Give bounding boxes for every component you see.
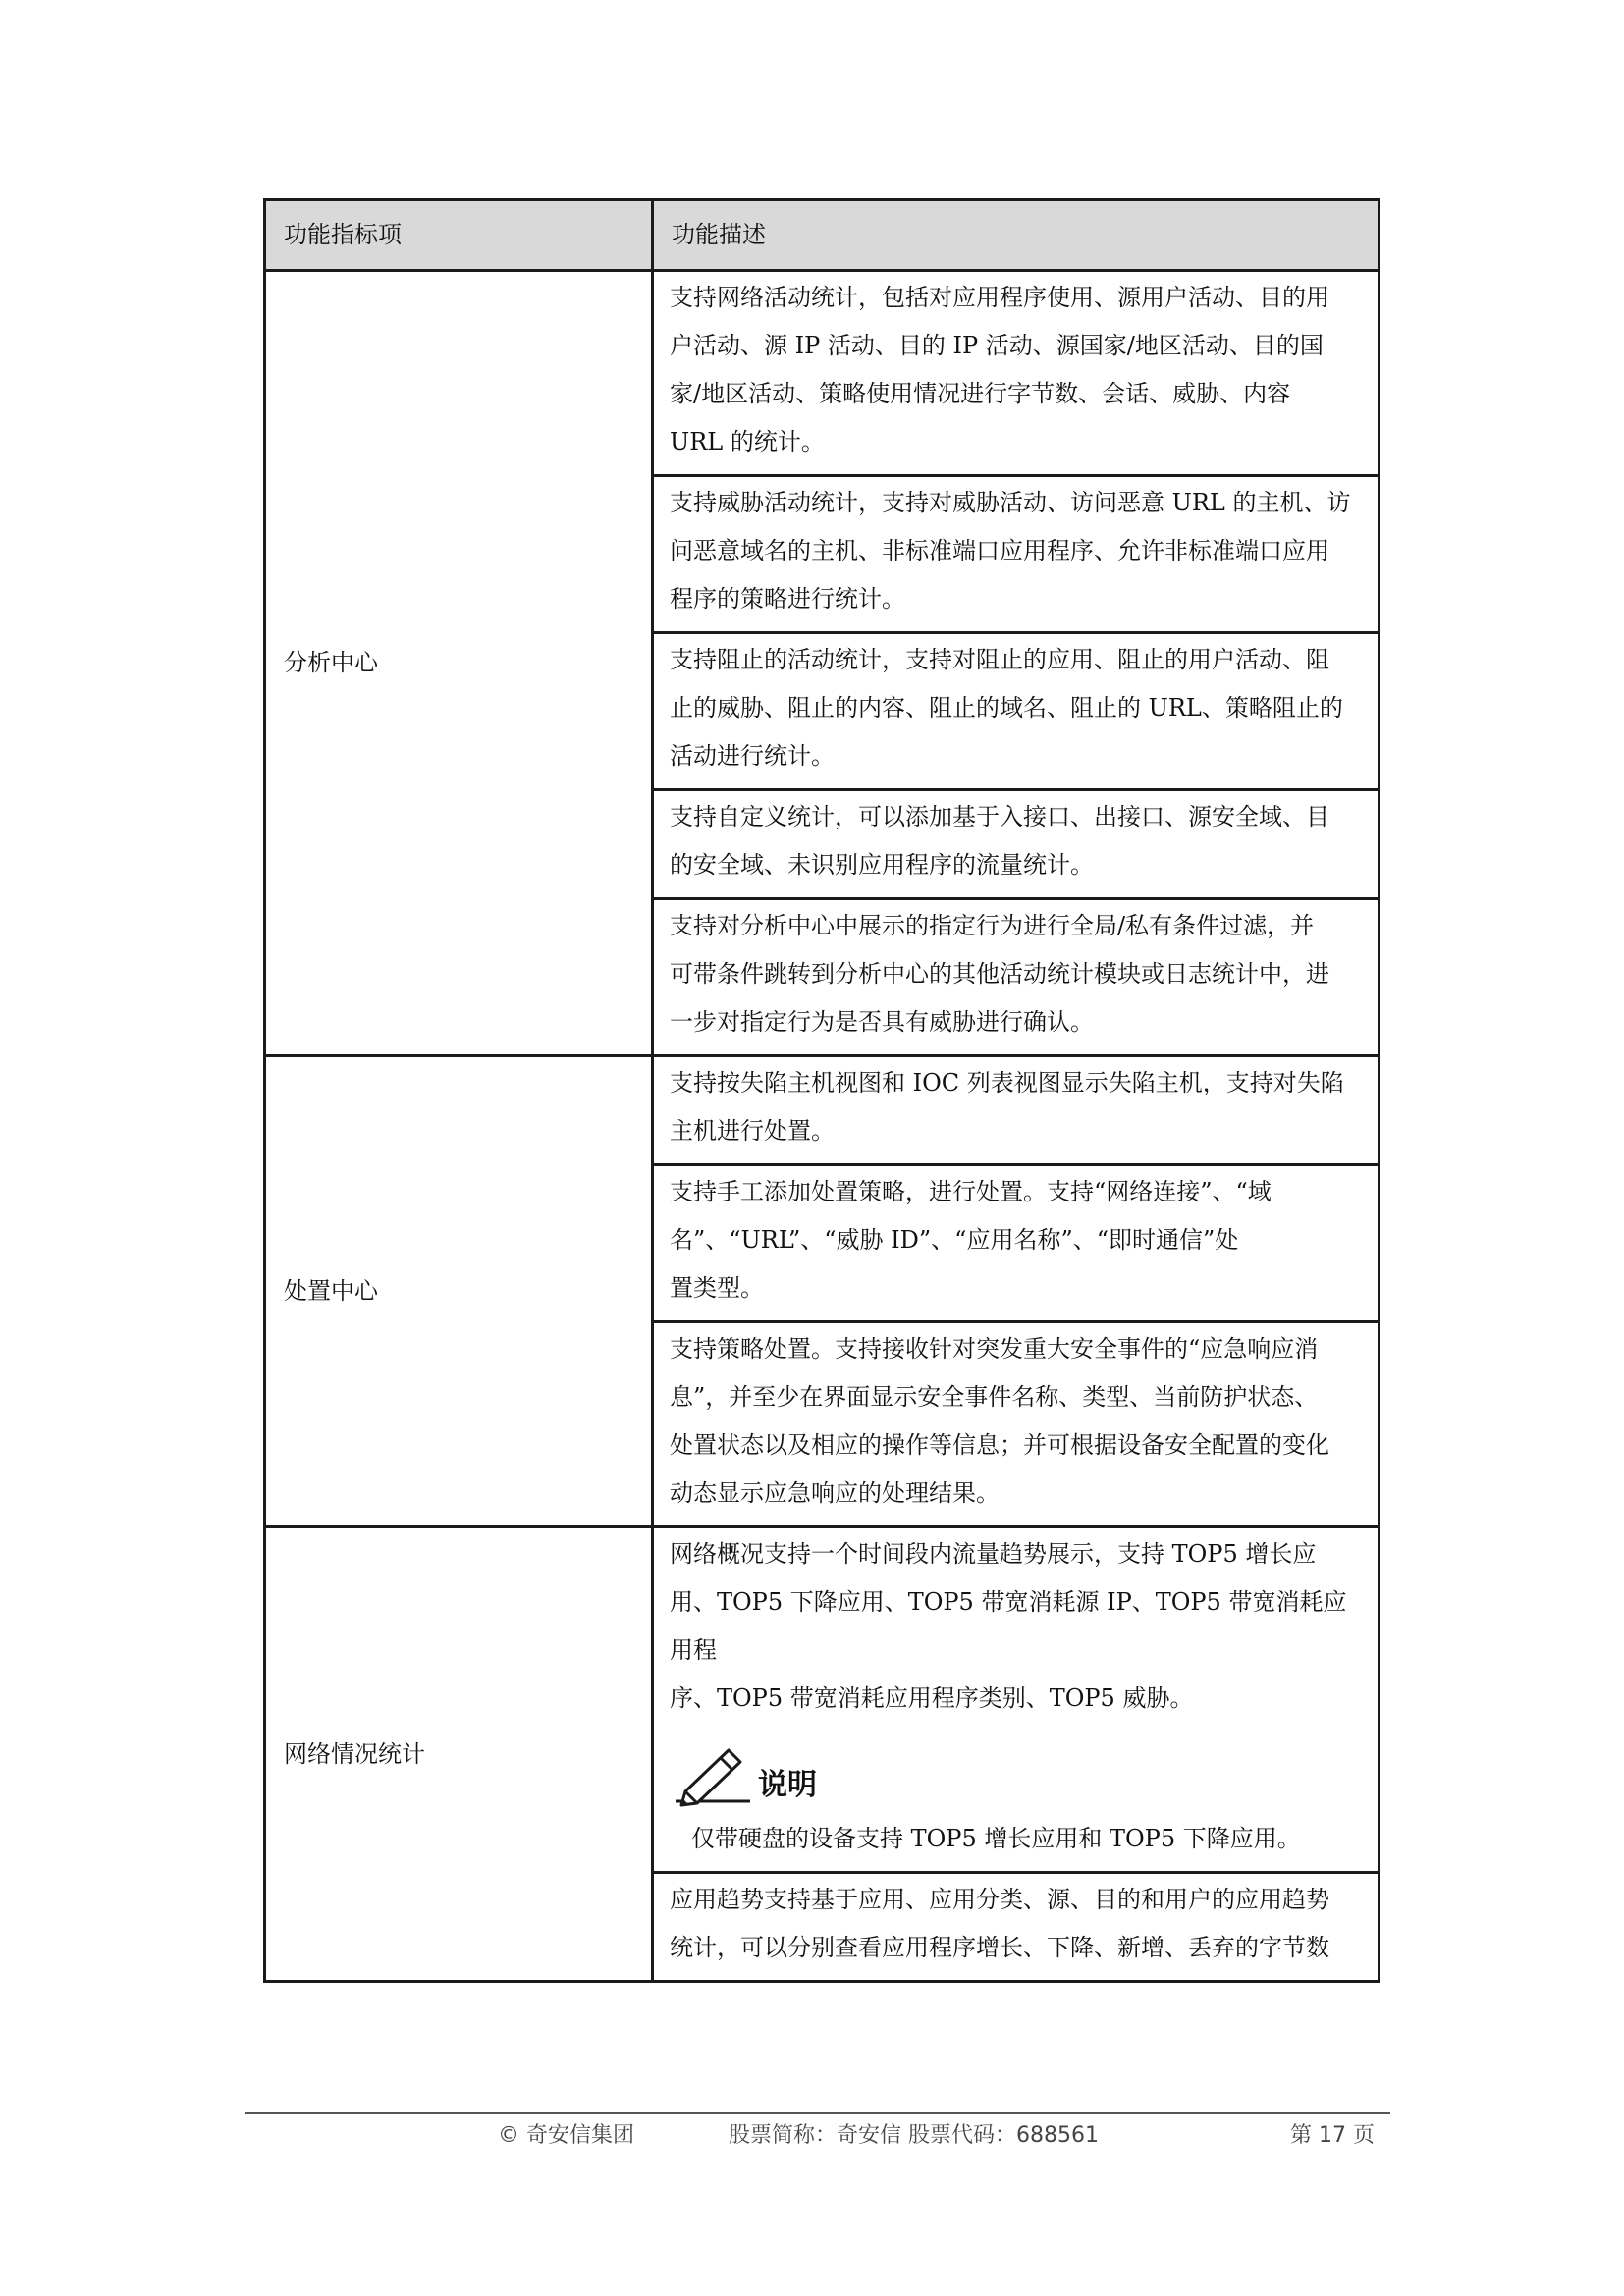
- desc-cell: [653, 1873, 1380, 1982]
- desc-cell: [653, 271, 1380, 476]
- desc-line: 支持威胁活动统计，支持对威胁活动、访问恶意 URL 的主机、访: [670, 489, 1351, 516]
- desc-cell: [653, 790, 1380, 899]
- pencil-icon: [670, 1742, 754, 1807]
- header-item: 功能指标项: [265, 200, 653, 271]
- desc-cell: [653, 476, 1380, 633]
- desc-line: 可带条件跳转到分析中心的其他活动统计模块或日志统计中，进: [670, 960, 1329, 988]
- desc-line: 问恶意域名的主机、非标准端口应用程序、允许非标准端口应用: [670, 537, 1329, 564]
- note-text: 仅带硬盘的设备支持 TOP5 增长应用和 TOP5 下降应用。: [691, 1825, 1301, 1852]
- desc-line: 的安全域、未识别应用程序的流量统计。: [670, 851, 1094, 879]
- desc-line: 户活动、源 IP 活动、目的 IP 活动、源国家/地区活动、目的国: [670, 332, 1324, 359]
- desc-line: 止的威胁、阻止的内容、阻止的域名、阻止的 URL、策略阻止的: [670, 694, 1343, 721]
- spec-table: [263, 198, 1380, 1983]
- header-desc: 功能描述: [653, 200, 1380, 271]
- table-row: [265, 271, 1380, 476]
- desc-line: 支持网络活动统计，包括对应用程序使用、源用户活动、目的用: [670, 284, 1329, 311]
- desc-line: 支持策略处置。支持接收针对突发重大安全事件的“应急响应消: [670, 1335, 1319, 1362]
- desc-line: 动态显示应急响应的处理结果。: [670, 1479, 1000, 1507]
- desc-line: 置类型。: [670, 1274, 764, 1302]
- desc-line: 一步对指定行为是否具有威胁进行确认。: [670, 1008, 1094, 1036]
- desc-line: 网络概况支持一个时间段内流量趋势展示，支持 TOP5 增长应: [670, 1540, 1317, 1568]
- desc-cell: [653, 899, 1380, 1056]
- desc-cell: [653, 1527, 1380, 1873]
- desc-line: 支持自定义统计，可以添加基于入接口、出接口、源安全域、目: [670, 803, 1329, 830]
- desc-line: 用、TOP5 下降应用、TOP5 带宽消耗源 IP、TOP5 带宽消耗应用程: [670, 1588, 1347, 1664]
- note-title: 说明: [758, 1768, 817, 1802]
- desc-cell: [653, 1056, 1380, 1165]
- item-cell: 处置中心: [265, 1056, 653, 1527]
- note-block: [670, 1742, 1364, 1863]
- footer-copyright: © 奇安信集团: [498, 2123, 634, 2148]
- table-header-row: [265, 200, 1380, 271]
- desc-line: 处置状态以及相应的操作等信息；并可根据设备安全配置的变化: [670, 1431, 1329, 1459]
- desc-line: 主机进行处置。: [670, 1117, 835, 1145]
- desc-line: 支持阻止的活动统计，支持对阻止的应用、阻止的用户活动、阻: [670, 646, 1329, 673]
- note-header: [670, 1742, 1364, 1807]
- desc-line: 活动进行统计。: [670, 742, 835, 770]
- desc-line: 程序的策略进行统计。: [670, 585, 905, 613]
- desc-line: 名”、“URL”、“威胁 ID”、“应用名称”、“即时通信”处: [670, 1226, 1239, 1254]
- footer-page-number: 第 17 页: [1290, 2123, 1375, 2148]
- table-row: [265, 1056, 1380, 1165]
- desc-line: 序、TOP5 带宽消耗应用程序类别、TOP5 威胁。: [670, 1684, 1194, 1712]
- footer-rule: [245, 2112, 1390, 2114]
- desc-cell: [653, 1165, 1380, 1322]
- desc-line: 支持对分析中心中展示的指定行为进行全局/私有条件过滤，并: [670, 912, 1315, 939]
- desc-line: 支持手工添加处置策略，进行处置。支持“网络连接”、“域: [670, 1178, 1272, 1205]
- desc-line: 家/地区活动、策略使用情况进行字节数、会话、威胁、内容: [670, 380, 1291, 407]
- desc-cell: [653, 1322, 1380, 1527]
- item-cell: 分析中心: [265, 271, 653, 1056]
- desc-cell: [653, 633, 1380, 790]
- table-row: [265, 1527, 1380, 1873]
- desc-line: URL 的统计。: [670, 428, 825, 455]
- desc-line: 统计，可以分别查看应用程序增长、下降、新增、丢弃的字节数: [670, 1934, 1329, 1961]
- desc-line: 息”，并至少在界面显示安全事件名称、类型、当前防护状态、: [670, 1383, 1319, 1411]
- desc-line: 应用趋势支持基于应用、应用分类、源、目的和用户的应用趋势: [670, 1886, 1329, 1913]
- footer-stock-info: 股票简称：奇安信 股票代码：688561: [729, 2123, 1099, 2148]
- desc-line: 支持按失陷主机视图和 IOC 列表视图显示失陷主机，支持对失陷: [670, 1069, 1344, 1096]
- item-cell: 网络情况统计: [265, 1527, 653, 1982]
